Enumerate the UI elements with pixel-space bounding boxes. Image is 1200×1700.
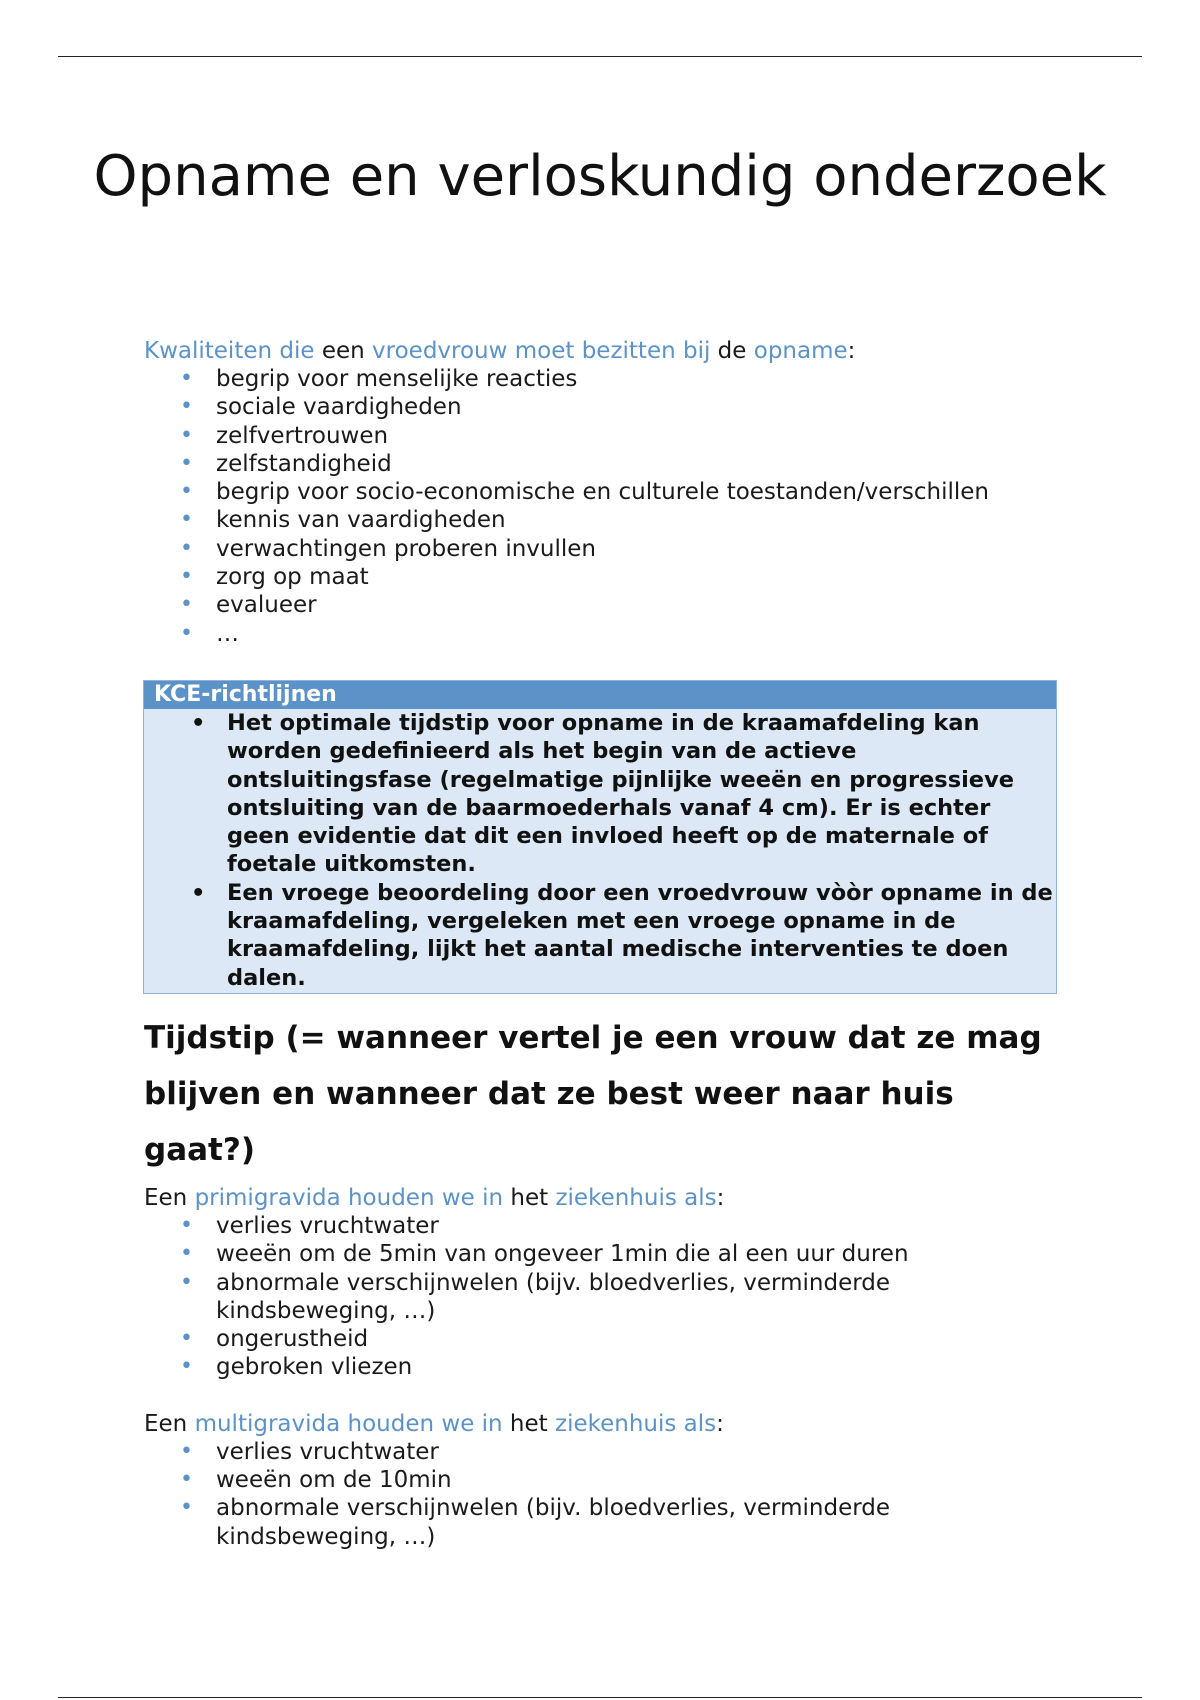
highlighted-text: multigravida houden we in — [194, 1410, 503, 1437]
plain-text: het — [503, 1185, 556, 1211]
multigravida-list-item: • verlies vruchtwater — [216, 1438, 1064, 1466]
plain-text: Een — [144, 1185, 195, 1211]
qualities-list-item: • sociale vaardigheden — [216, 393, 1064, 421]
qualities-list-item: • begrip voor socio-economische en culturele toestanden/verschillen — [216, 478, 1064, 506]
tijdstip-heading: Tijdstip (= wanneer vertel je een vrouw dat ze mag blijven en wanneer dat ze best weer naar huis gaat?) — [144, 1020, 1042, 1168]
kce-list-item: • Het optimale tijdstip voor opname in de kraamafdeling kan worden gedefinieerd als het begin van de actieve ontsluitingsfase (regelmatige pijnlijke weeën en progressieve ontsluiting van de baarmoederhals vanaf 4 cm). Er is echter geen evidentie dat dit een invloed heeft op de maternale of foetale uitkomsten. — [227, 709, 1056, 879]
primigravida-list-item: • ongerustheid — [216, 1325, 1064, 1353]
highlighted-text: opname — [753, 338, 848, 364]
primigravida-list-item: • verlies vruchtwater — [216, 1212, 1064, 1240]
qualities-list — [144, 365, 1064, 648]
plain-text: : — [716, 1410, 724, 1437]
qualities-list-item: • … — [216, 620, 1064, 648]
qualities-list-item: • evalueer — [216, 591, 1064, 619]
qualities-list-item: • begrip voor menselijke reacties — [216, 365, 1064, 393]
kce-header: KCE-richtlijnen — [144, 681, 1056, 709]
plain-text: een — [314, 338, 373, 364]
highlighted-text: primigravida houden we in — [194, 1185, 504, 1211]
plain-text: Een — [144, 1410, 195, 1437]
kce-list-item: • Een vroege beoordeling door een vroedvrouw vòòr opname in de kraamafdeling, vergeleken met een vroege opname in de kraamafdeling, lijkt het aantal medische interventies te doen dalen. — [227, 879, 1056, 992]
bottom-rule — [58, 1697, 1142, 1698]
qualities-list-item: • verwachtingen proberen invullen — [216, 535, 1064, 563]
plain-text: : — [716, 1185, 725, 1211]
highlighted-text: ziekenhuis als — [555, 1185, 717, 1211]
tijdstip-section — [144, 1010, 1064, 1551]
primigravida-list-item: • weeën om de 5min van ongeveer 1min die al een uur duren — [216, 1240, 1064, 1268]
primigravida-intro — [144, 1184, 1064, 1212]
kce-guidelines-box — [143, 680, 1057, 994]
qualities-section — [144, 337, 1064, 648]
qualities-list-item: • zelfstandigheid — [216, 450, 1064, 478]
highlighted-text: Kwaliteiten die — [144, 338, 315, 364]
qualities-intro — [144, 337, 1064, 365]
multigravida-list — [144, 1438, 1064, 1551]
multigravida-list-item: • weeën om de 10min — [216, 1466, 1064, 1494]
qualities-list-item: • kennis van vaardigheden — [216, 506, 1064, 534]
multigravida-intro — [144, 1410, 1064, 1438]
plain-text: het — [502, 1410, 555, 1437]
highlighted-text: ziekenhuis als — [555, 1410, 717, 1437]
multigravida-list-item: • abnormale verschijnwelen (bijv. bloedverlies, verminderde kindsbeweging, …) — [216, 1494, 1064, 1551]
plain-text: de — [710, 338, 754, 364]
plain-text: : — [847, 338, 856, 364]
top-rule — [58, 56, 1142, 57]
primigravida-list-item: • gebroken vliezen — [216, 1353, 1064, 1381]
primigravida-list-item: • abnormale verschijnwelen (bijv. bloedverlies, verminderde kindsbeweging, …) — [216, 1269, 1064, 1326]
highlighted-text: vroedvrouw moet bezitten bij — [372, 338, 711, 364]
qualities-list-item: • zelfvertrouwen — [216, 422, 1064, 450]
kce-list — [144, 709, 1056, 992]
primigravida-list — [144, 1212, 1064, 1382]
qualities-list-item: • zorg op maat — [216, 563, 1064, 591]
page-title: Opname en verloskundig onderzoek — [93, 144, 1107, 209]
